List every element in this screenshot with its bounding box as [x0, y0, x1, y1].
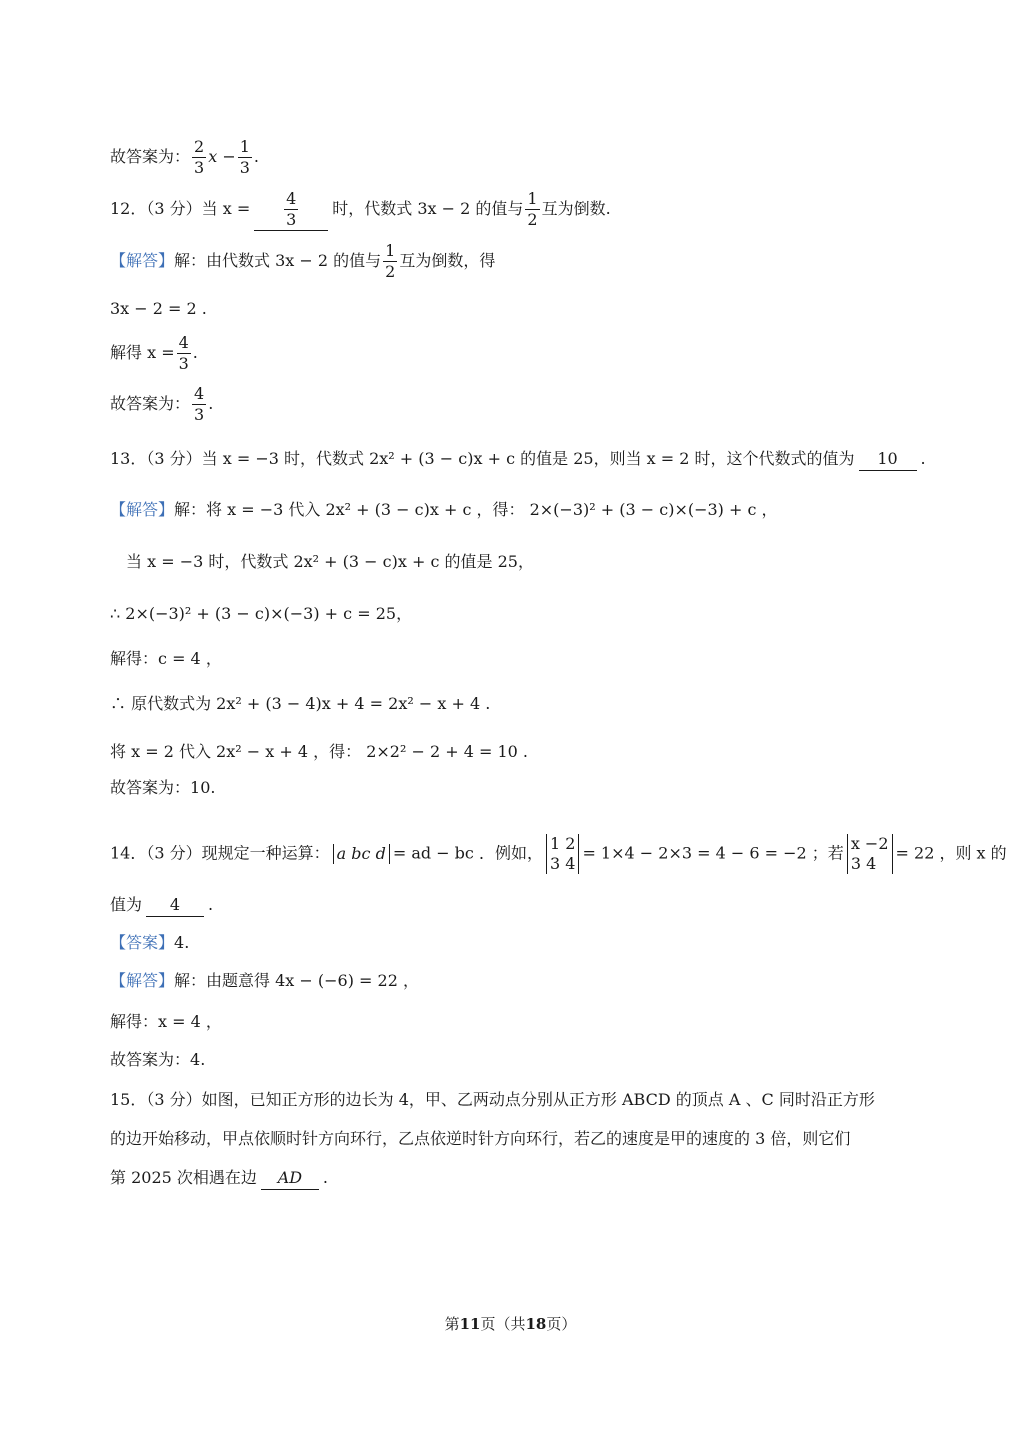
- fraction: $\frac{4}{3}$: [178, 333, 189, 373]
- solution-14-line1: 【解答】解：由题意得 4x − (−6) = 22 ，: [110, 971, 419, 990]
- answer-blank: $\frac{4}{3}$: [254, 189, 328, 231]
- answer-tag: 【答案】: [110, 933, 175, 952]
- fraction: $\frac{4}{3}$: [194, 384, 205, 424]
- solution-12-line3: 解得 x = $\frac{4}{3}$ .: [110, 333, 198, 373]
- solution-13-line2: 当 x = −3 时，代数式 2x² + (3 − c)x + c 的值是 25，: [126, 552, 534, 571]
- expression: x −: [208, 147, 236, 166]
- solution-12-line1: 【解答】解：由代数式 3x − 2 的值与 $\frac{1}{2}$ 互为倒数，得: [110, 241, 496, 281]
- answer-prefix: 故答案为：: [110, 147, 191, 166]
- answer-blank: 10: [859, 448, 917, 471]
- question-15-line2: 的边开始移动，甲点依顺时针方向环行，乙点依逆时针方向环行，若乙的速度是甲的速度的 3 倍，则它们: [110, 1129, 851, 1148]
- solution-14-line2: 解得：x = 4 ，: [110, 1012, 222, 1031]
- fraction: $\frac{1}{3}$: [239, 137, 250, 177]
- solution-14-line3: 故答案为：4.: [110, 1050, 206, 1069]
- fraction: $\frac{1}{2}$: [527, 189, 538, 229]
- page-total: 18: [525, 1315, 547, 1333]
- answer-14: 【答案】4.: [110, 933, 190, 952]
- solution-12-line4: 故答案为： $\frac{4}{3}$ .: [110, 384, 214, 424]
- page-footer: 第11页（共18页）: [444, 1315, 577, 1333]
- determinant: a bc d: [333, 844, 390, 864]
- determinant: x −2 3 4: [847, 834, 893, 874]
- solution-tag: 【解答】: [110, 500, 175, 519]
- question-14: 14．（3 分）现规定一种运算： a bc d = ad − bc ．例如， 1 2 3 4 = 1×4 − 2×3 = 4 − 6 = −2 ；若 x −2 3 4 = 22 ，则 x 的: [110, 834, 1007, 873]
- question-13: 13．（3 分）当 x = −3 时，代数式 2x² + (3 − c)x + c 的值是 25，则当 x = 2 时，这个代数式的值为 10 .: [110, 448, 926, 471]
- solution-13-line3: ∴ 2×(−3)² + (3 − c)×(−3) + c = 25，: [110, 604, 413, 623]
- solution-13-line4: 解得：c = 4 ，: [110, 649, 222, 668]
- question-number: 14．（3 分）: [110, 843, 202, 863]
- answer-blank: AD: [261, 1167, 319, 1190]
- determinant: 1 2 3 4: [546, 834, 579, 874]
- question-number: 12．（3 分）: [110, 199, 202, 218]
- solution-13-line1: 【解答】解：将 x = −3 代入 2x² + (3 − c)x + c ，得： 2×(−3)² + (3 − c)×(−3) + c ，: [110, 500, 778, 519]
- answer-line-q11: 故答案为： $\frac{2}{3}$ x − $\frac{1}{3}$ .: [110, 137, 259, 177]
- answer-blank: 4: [146, 894, 204, 917]
- solution-tag: 【解答】: [110, 251, 175, 270]
- question-15-line3: 第 2025 次相遇在边 AD .: [110, 1167, 328, 1190]
- fraction: $\frac{2}{3}$: [194, 137, 205, 177]
- fraction: $\frac{1}{2}$: [385, 241, 396, 281]
- solution-13-line5: ∴ 原代数式为 2x² + (3 − 4)x + 4 = 2x² − x + 4 .: [110, 694, 491, 713]
- question-14-line2: 值为 4 .: [110, 894, 213, 917]
- page-number: 11: [459, 1315, 481, 1333]
- question-number: 15．（3 分）: [110, 1090, 202, 1109]
- solution-tag: 【解答】: [110, 971, 175, 990]
- solution-13-line7: 故答案为：10.: [110, 778, 216, 797]
- solution-12-line2: 3x − 2 = 2 .: [110, 299, 207, 318]
- question-12: 12．（3 分）当 x = $\frac{4}{3}$ 时，代数式 3x − 2 的值与 $\frac{1}{2}$ 互为倒数.: [110, 189, 611, 229]
- question-15: 15．（3 分）如图，已知正方形的边长为 4，甲、乙两动点分别从正方形 ABCD 的顶点 A 、C 同时沿正方形: [110, 1090, 875, 1109]
- solution-13-line6: 将 x = 2 代入 2x² − x + 4 ，得： 2×2² − 2 + 4 = 10 .: [110, 742, 528, 761]
- question-number: 13．（3 分）: [110, 449, 202, 468]
